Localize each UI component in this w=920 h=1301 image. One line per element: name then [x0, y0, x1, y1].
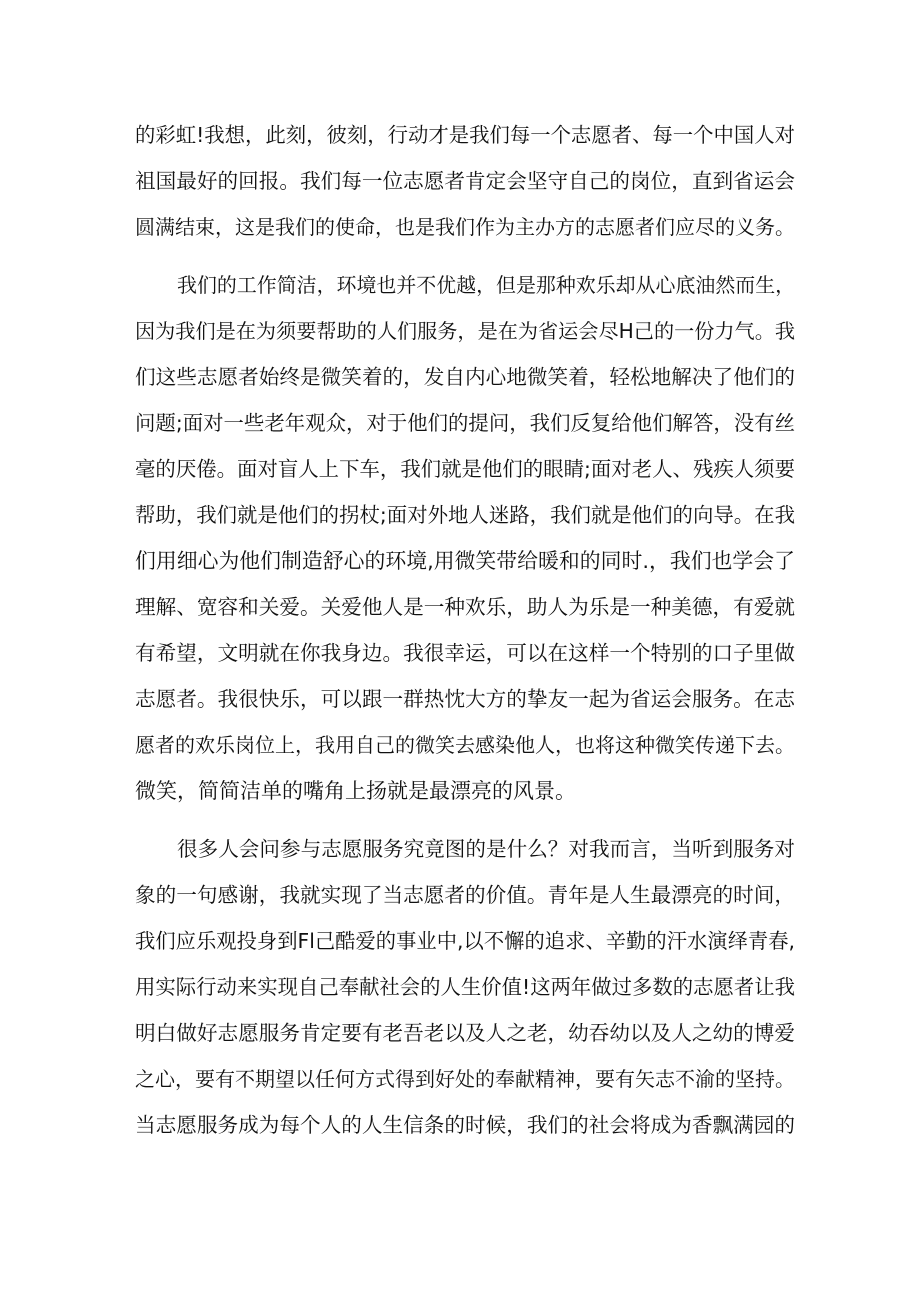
paragraph-1 — [135, 112, 795, 250]
paragraph-2 — [135, 262, 795, 814]
text-line: 当志愿服务成为每个人的人生信条的时候，我们的社会将成为香飘满园的 — [135, 1113, 796, 1137]
text-line: 很多人会问参与志愿服务究竟图的是什么？对我而言，当听到服务对 — [177, 837, 795, 861]
text-line: 因为我们是在为须要帮助的人们服务，是在为省运会尽H己的一份力气。我 — [135, 319, 795, 343]
text-line: 毫的厌倦。面对盲人上下车，我们就是他们的眼睛;面对老人、残疾人须要 — [135, 457, 795, 481]
text-line: 理解、宽容和关爱。关爱他人是一种欢乐，助人为乐是一种美德，有爱就 — [135, 595, 796, 619]
text-line: 们用细心为他们制造舒心的环境,用微笑带给暖和的同时.，我们也学会了 — [135, 549, 795, 573]
text-line: 帮助，我们就是他们的拐杖;面对外地人迷路，我们就是他们的向导。在我 — [135, 503, 795, 527]
body-text — [135, 112, 795, 1148]
text-line: 用实际行动来实现自己奉献社会的人生价值!这两年做过多数的志愿者让我 — [135, 975, 795, 999]
text-line: 微笑，简简洁单的嘴角上扬就是最漂亮的风景。 — [135, 779, 576, 803]
text-line: 明白做好志愿服务肯定要有老吾老以及人之老，幼吞幼以及人之幼的博爱 — [135, 1021, 796, 1045]
text-line: 我们应乐观投身到Fl己酷爱的事业中,以不懈的追求、辛勤的汗水演绎青春, — [135, 929, 795, 953]
text-line: 愿者的欢乐岗位上，我用自己的微笑去感染他人，也将这种微笑传递下去。 — [135, 733, 795, 757]
text-line: 之心，要有不期望以任何方式得到好处的奉献精神，要有矢志不渝的坚持。 — [135, 1067, 795, 1091]
paragraph-3 — [135, 826, 795, 1148]
text-line: 象的一句感谢，我就实现了当志愿者的价值。青年是人生最漂亮的时间， — [135, 883, 796, 907]
text-line: 有希望，文明就在你我身边。我很幸运，可以在这样一个特别的口子里做 — [135, 641, 796, 665]
text-line: 圆满结束，这是我们的使命，也是我们作为主办方的志愿者们应尽的义务。 — [135, 215, 795, 239]
text-line: 志愿者。我很快乐，可以跟一群热忱大方的挚友一起为省运会服务。在志 — [135, 687, 796, 711]
text-line: 祖国最好的回报。我们每一位志愿者肯定会坚守自己的岗位，直到省运会 — [135, 169, 796, 193]
text-line: 们这些志愿者始终是微笑着的，发自内心地微笑着，轻松地解决了他们的 — [135, 365, 796, 389]
text-line: 的彩虹!我想，此刻，彼刻，行动才是我们每一个志愿者、每一个中国人对 — [135, 123, 795, 147]
text-line: 我们的工作简洁，环境也并不优越，但是那种欢乐却从心底油然而生， — [177, 273, 796, 297]
text-line: 问题;面对一些老年观众，对于他们的提问，我们反复给他们解答，没有丝 — [135, 411, 795, 435]
